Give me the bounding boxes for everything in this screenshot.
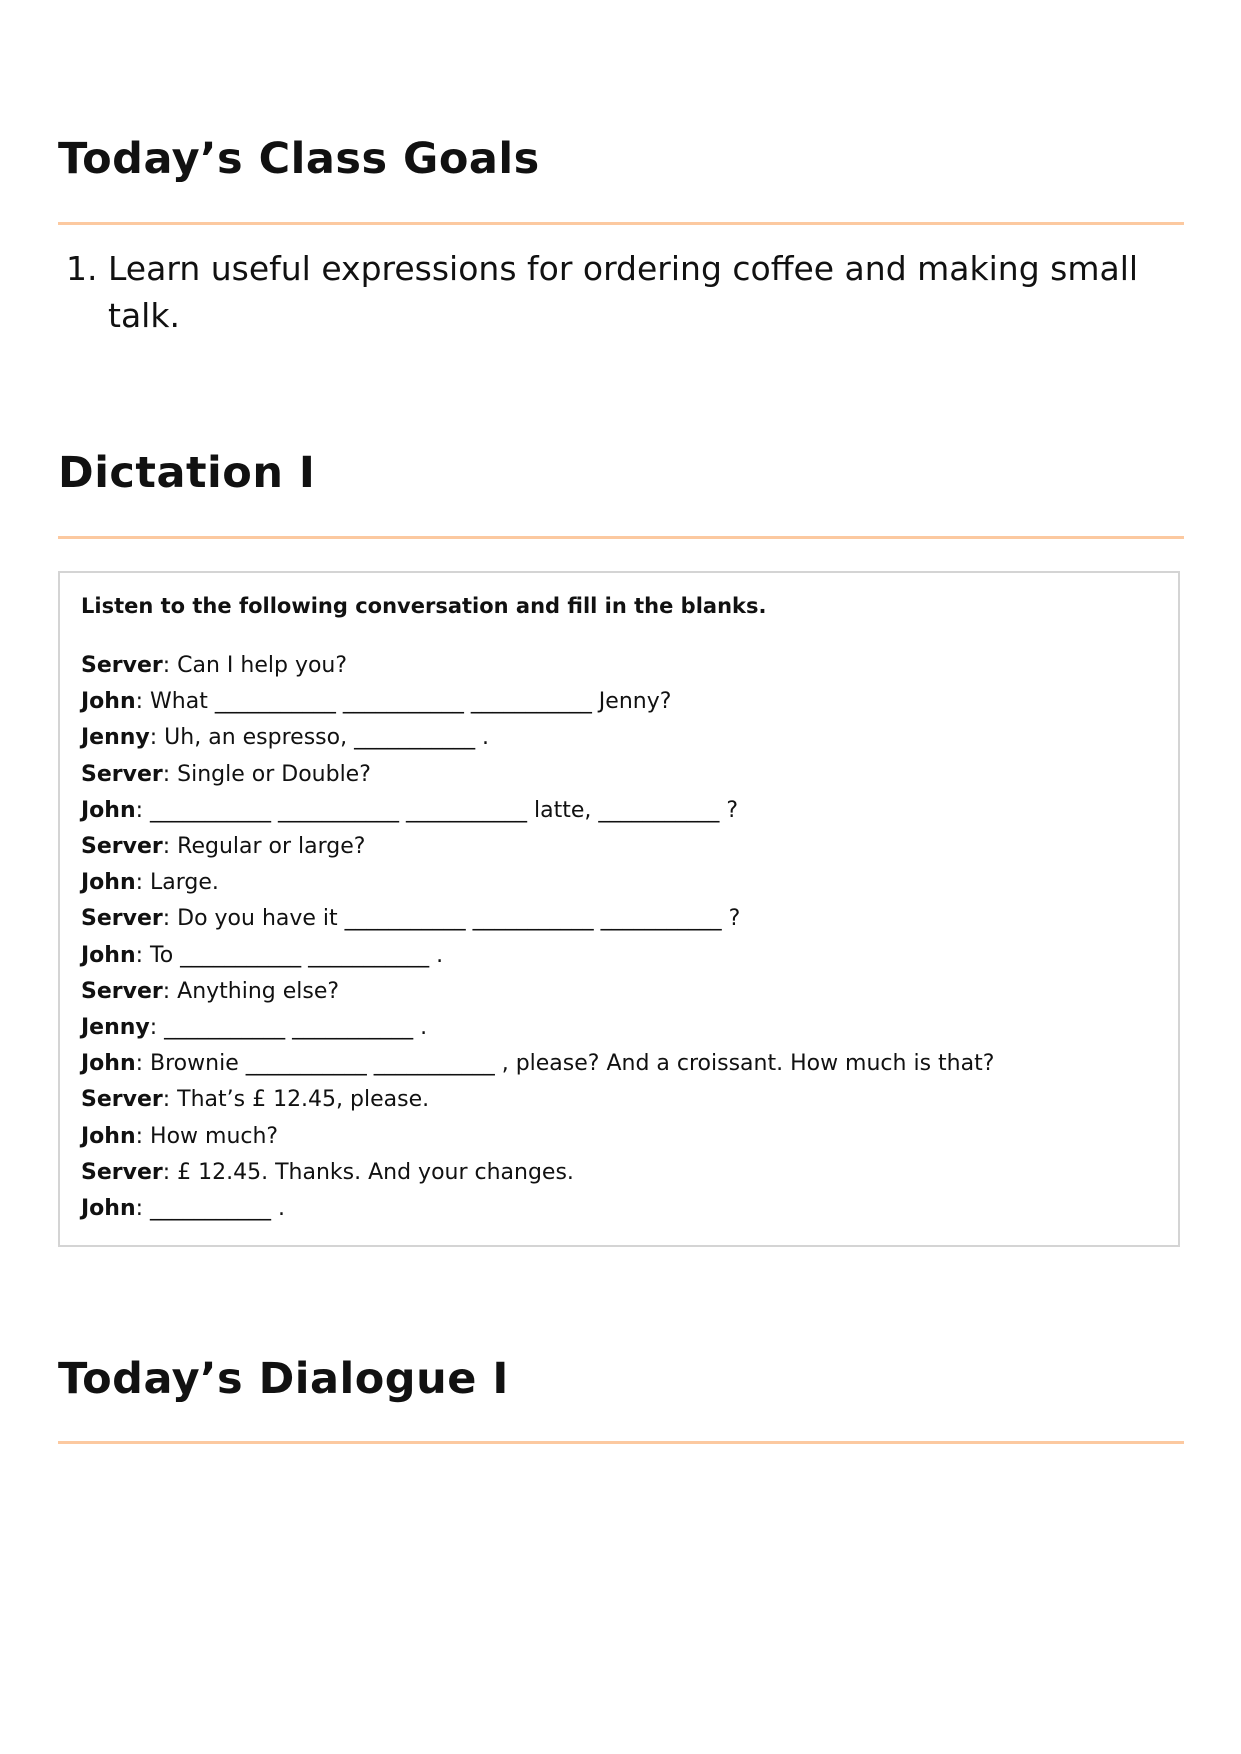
line-text: : Anything else? [162,978,340,1004]
class-goals-divider [58,222,1184,225]
class-goals-list [58,245,1184,339]
dialogue-heading: Today’s Dialogue I [58,1354,509,1404]
speaker-name: Jenny [81,725,150,751]
dialogue-line [81,865,994,901]
dictation-heading: Dictation I [58,448,316,498]
line-text: : What ___________ ___________ ___________ Jenny? [135,689,672,715]
dictation-box [58,571,1180,1247]
line-text: : Large. [135,870,219,896]
dialogue-line [81,938,994,974]
speaker-name: Server [81,906,163,932]
line-text: : Regular or large? [162,834,366,860]
line-text: : £ 12.45. Thanks. And your changes. [162,1159,574,1185]
speaker-name: Server [81,1087,163,1113]
speaker-name: Server [81,653,163,678]
dialogue-line [81,974,994,1010]
dialogue-line [81,793,994,829]
class-goals-heading: Today’s Class Goals [58,134,540,184]
dialogue-line [81,1046,994,1082]
line-text: : Brownie ___________ ___________ , please? And a croissant. How much is that? [135,1051,995,1077]
dictation-divider [58,536,1184,539]
dialogue-divider [58,1441,1184,1444]
speaker-name: John [81,1051,136,1077]
line-text: : ___________ . [135,1196,286,1222]
dialogue-line [81,720,994,756]
dialogue-line [81,648,994,684]
line-text: : Uh, an espresso, ___________ . [149,725,490,751]
line-text: : Do you have it ___________ ___________ ___________ ? [162,906,741,932]
speaker-name: John [81,942,136,968]
speaker-name: Server [81,834,163,860]
dialogue-line [81,684,994,720]
dialogue-line [81,1155,994,1191]
dialogue-line [81,1082,994,1118]
line-text: : To ___________ ___________ . [135,942,444,968]
dialogue-line [81,1119,994,1155]
dialogue-line [81,1191,994,1227]
dictation-dialogue [81,648,994,1227]
speaker-name: John [81,689,136,715]
line-text: : ___________ ___________ . [149,1015,428,1041]
goal-item-text: Learn useful expressions for ordering coffee and making small talk. [108,249,1139,335]
line-text: : How much? [135,1123,279,1149]
line-text: : Single or Double? [162,761,371,787]
speaker-name: John [81,797,136,823]
dialogue-line [81,1010,994,1046]
speaker-name: Server [81,978,163,1004]
goal-item [58,245,1184,339]
dictation-instructions: Listen to the following conversation and fill in the blanks. [81,594,767,618]
dialogue-line [81,757,994,793]
speaker-name: Server [81,1159,163,1185]
speaker-name: John [81,1123,136,1149]
dialogue-line [81,901,994,937]
speaker-name: John [81,1196,136,1222]
line-text: : Can I help you? [162,653,348,678]
dialogue-line [81,829,994,865]
line-text: : ___________ ___________ ___________ latte, ___________ ? [135,797,739,823]
goal-item-number: 1. [66,249,98,288]
speaker-name: John [81,870,136,896]
speaker-name: Server [81,761,163,787]
speaker-name: Jenny [81,1015,150,1041]
line-text: : That’s £ 12.45, please. [162,1087,430,1113]
